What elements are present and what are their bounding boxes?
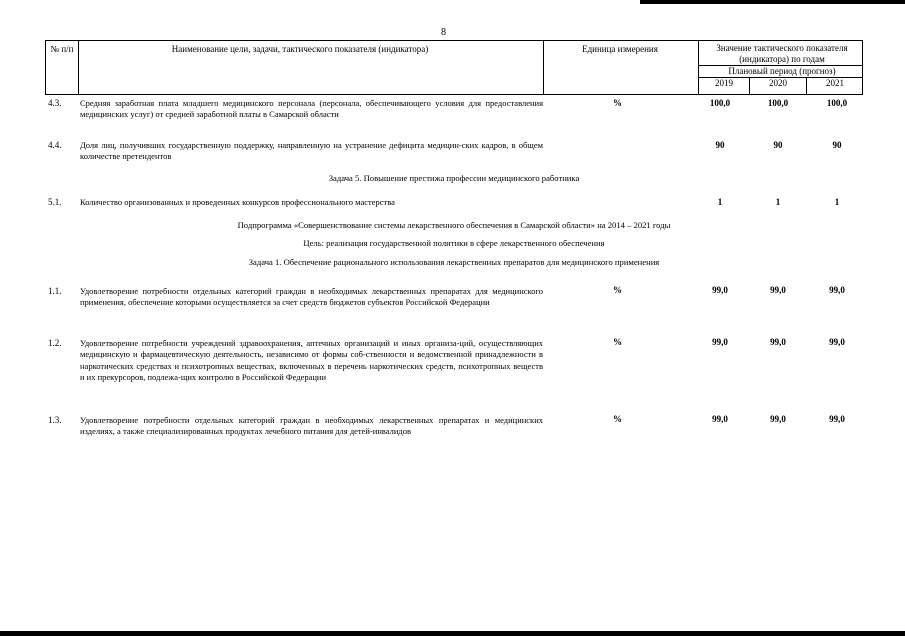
header-value-line1: Значение тактического показателя (716, 43, 848, 53)
header-unit: Единица измерения (582, 44, 658, 54)
row-value: 90 (715, 140, 725, 150)
row-unit: % (613, 414, 622, 424)
row-value: 100,0 (826, 98, 848, 108)
subprogram-heading: Подпрограмма «Совершенствование системы лекарственного обеспечения в Самарской области» на 2014 – 2021 годы (237, 220, 671, 230)
row-value: 100,0 (709, 98, 731, 108)
header-name: Наименование цели, задачи, тактического показателя (индикатора) (171, 44, 429, 54)
row-name: Удовлетворение потребности отдельных категорий граждан в необходимых лекарственных препаратах для медицинского применения, обеспечение которыми осуществляется за счет средств бюджетов субъектов Российской Федерации (80, 286, 543, 308)
row-value: 99,0 (712, 285, 728, 295)
header-divider (78, 41, 79, 94)
header-num: № п/п (50, 44, 74, 54)
row-value: 99,0 (770, 285, 786, 295)
row-name: Средняя заработная плата младшего медицинского персонала (персонала, обеспечивающего условия для предоставления медицинских услуг) от средней заработной платы в Самарской области (80, 98, 543, 120)
row-value: 90 (832, 140, 842, 150)
row-value: 99,0 (770, 337, 786, 347)
row-name: Удовлетворение потребности учреждений здравоохранения, аптечных организаций и иных организа-ций, осуществляющих медицинскую и фармацевтическую деятельность, независимо от формы соб-ственности и ведомственной принадлежности в наркотических средствах и психотропных веществах, включенных в перечень наркотических средств, психотропных веществ и их прекурсоров, подлежа-щих контролю в Российской Федерации (80, 338, 543, 382)
row-unit: % (613, 337, 622, 347)
row-unit: % (613, 285, 622, 295)
section-heading-task5: Задача 5. Повышение престижа профессии медицинского работника (328, 173, 580, 183)
row-value: 99,0 (712, 337, 728, 347)
row-value: 99,0 (829, 337, 845, 347)
row-value: 1 (834, 197, 840, 207)
page-number: 8 (441, 27, 446, 38)
section-heading-task1: Задача 1. Обеспечение рационального использования лекарственных препаратов для медицинского применения (248, 257, 660, 267)
row-number: 1.3. (48, 415, 62, 425)
row-number: 5.1. (48, 197, 62, 207)
row-number: 4.3. (48, 98, 62, 108)
row-value: 99,0 (770, 414, 786, 424)
goal-heading: Цель: реализация государственной политики в сфере лекарственного обеспечения (303, 238, 605, 248)
header-year: 2020 (769, 78, 787, 88)
header-value-line2: (индикатора) по годам (739, 54, 825, 64)
row-value: 99,0 (829, 414, 845, 424)
row-name: Удовлетворение потребности отдельных категорий граждан в необходимых лекарственных препаратах и медицинских изделиях, а также специализированных продуктах лечебного питания для детей-инвалидов (80, 415, 543, 437)
row-value: 100,0 (767, 98, 789, 108)
row-name: Количество организованных и проведенных конкурсов профессионального мастерства (80, 197, 395, 207)
header-period: Плановый период (прогноз) (728, 66, 836, 76)
row-unit: % (613, 98, 622, 108)
row-number: 1.1. (48, 286, 62, 296)
bottom-border-line (0, 631, 905, 636)
table-header (45, 40, 863, 95)
top-border-line (640, 0, 905, 4)
header-divider (698, 41, 699, 94)
row-number: 1.2. (48, 338, 62, 348)
row-value: 99,0 (712, 414, 728, 424)
row-value: 1 (775, 197, 781, 207)
row-value: 99,0 (829, 285, 845, 295)
row-name: Доля лиц, получивших государственную поддержку, направленную на устранение дефицита медицин-ских кадров, в общем количестве претендентов (80, 140, 543, 162)
header-divider (543, 41, 544, 94)
header-year: 2021 (826, 78, 844, 88)
row-value: 1 (717, 197, 723, 207)
row-value: 90 (773, 140, 783, 150)
row-number: 4.4. (48, 140, 62, 150)
header-year: 2019 (715, 78, 733, 88)
